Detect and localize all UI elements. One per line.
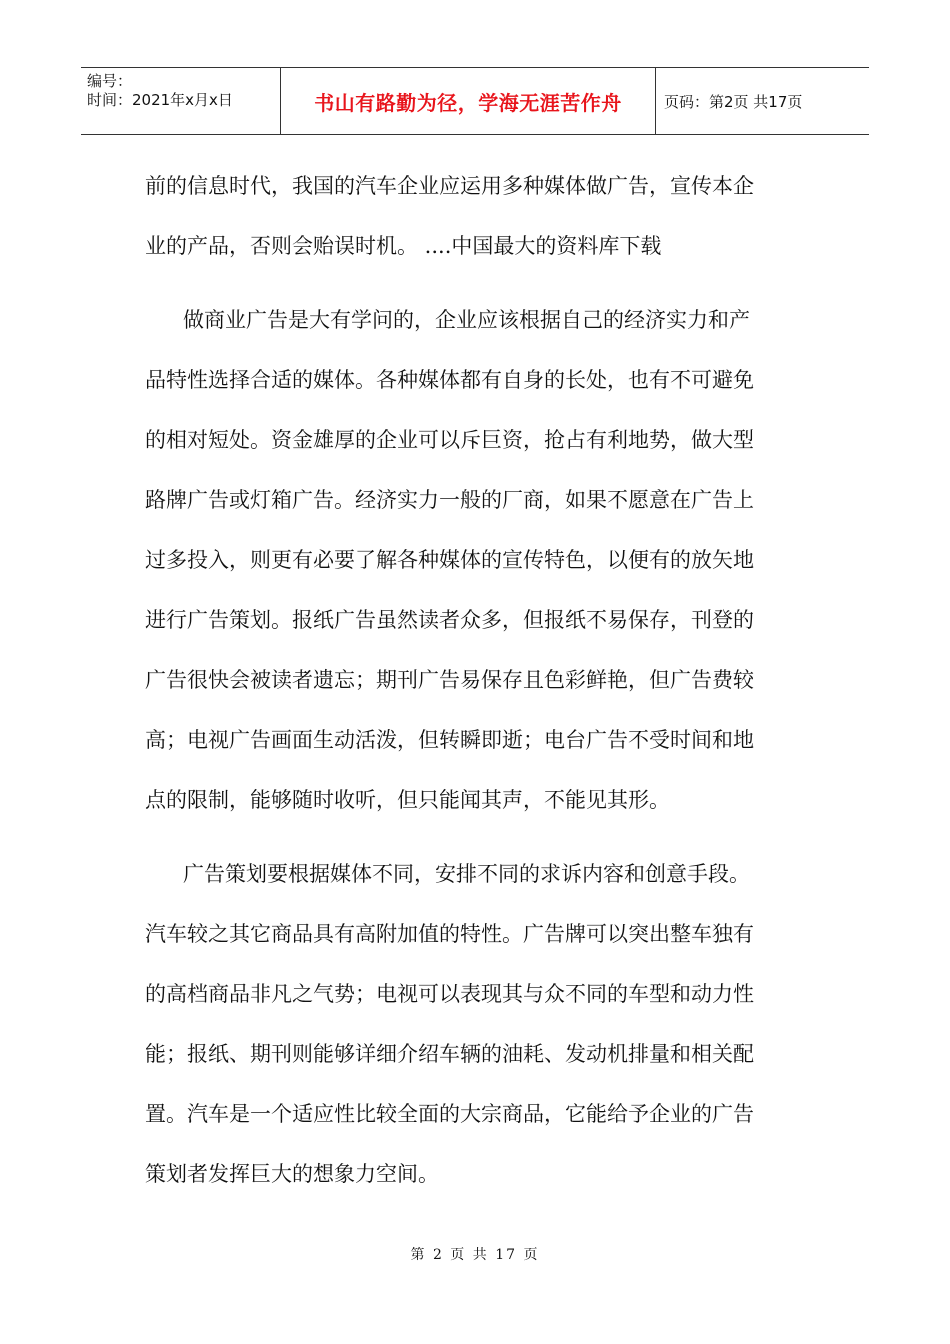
header-motto: 书山有路勤为径，学海无涯苦作舟 <box>281 68 656 134</box>
code-label: 编号： <box>87 72 133 90</box>
text-line: 做商业广告是大有学问的，企业应该根据自己的经济实力和产 <box>183 308 750 332</box>
document-body <box>145 156 805 1204</box>
text-line: 路牌广告或灯箱广告。经济实力一般的厂商，如果不愿意在广告上 <box>145 488 754 512</box>
page-footer: 第 2 页 共 17 页 <box>410 1247 540 1263</box>
text-line: 业的产品，否则会贻误时机。 ....中国最大的资料库下载 <box>145 234 662 258</box>
text-line: 策划者发挥巨大的想象力空间。 <box>145 1162 439 1186</box>
paragraph-2 <box>145 290 805 830</box>
text-line: 的高档商品非凡之气势；电视可以表现其与众不同的车型和动力性 <box>145 982 754 1006</box>
page-header <box>81 67 869 135</box>
header-meta-cell <box>81 68 281 134</box>
text-line: 点的限制，能够随时收听，但只能闻其声，不能见其形。 <box>145 788 670 812</box>
text-line: 能；报纸、期刊则能够详细介绍车辆的油耗、发动机排量和相关配 <box>145 1042 754 1066</box>
header-page-info: 页码：第2页 共17页 <box>664 92 803 111</box>
text-line: 的相对短处。资金雄厚的企业可以斥巨资，抢占有利地势，做大型 <box>145 428 754 452</box>
text-line: 过多投入，则更有必要了解各种媒体的宣传特色，以便有的放矢地 <box>145 548 754 572</box>
text-line: 广告策划要根据媒体不同，安排不同的求诉内容和创意手段。 <box>183 862 750 886</box>
text-line: 置。汽车是一个适应性比较全面的大宗商品，它能给予企业的广告 <box>145 1102 754 1126</box>
text-line: 汽车较之其它商品具有高附加值的特性。广告牌可以突出整车独有 <box>145 922 754 946</box>
time-label: 时间：2021年x月x日 <box>87 91 233 109</box>
text-line: 前的信息时代，我国的汽车企业应运用多种媒体做广告，宣传本企 <box>145 174 754 198</box>
paragraph-1 <box>145 156 805 276</box>
text-line: 广告很快会被读者遗忘；期刊广告易保存且色彩鲜艳，但广告费较 <box>145 668 754 692</box>
text-line: 品特性选择合适的媒体。各种媒体都有自身的长处，也有不可避免 <box>145 368 754 392</box>
text-line: 进行广告策划。报纸广告虽然读者众多，但报纸不易保存，刊登的 <box>145 608 754 632</box>
paragraph-3 <box>145 844 805 1204</box>
text-line: 高；电视广告画面生动活泼，但转瞬即逝；电台广告不受时间和地 <box>145 728 754 752</box>
